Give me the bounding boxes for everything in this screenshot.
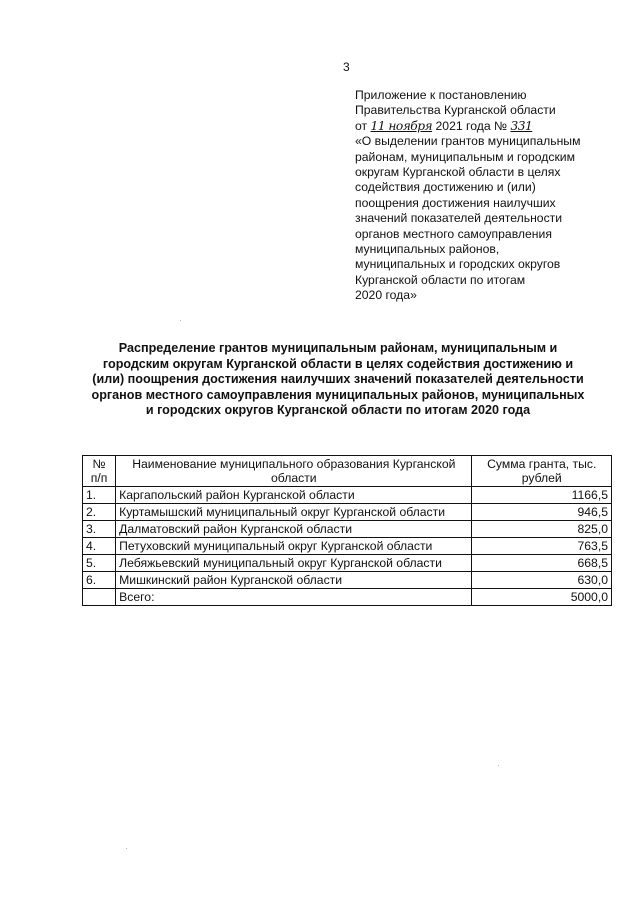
- row-sum: 825,0: [472, 521, 612, 538]
- appendix-title-line: органов местного самоуправления: [355, 226, 552, 241]
- header-num: № п/п: [83, 456, 116, 487]
- header-name: Наименование муниципального образования Курганской области: [116, 456, 472, 487]
- appendix-title-line: муниципальных и городских округов: [355, 257, 561, 272]
- appendix-line: Приложение к постановлению: [355, 88, 527, 102]
- date-prefix: от: [355, 118, 368, 133]
- grants-table: [82, 455, 612, 606]
- appendix-date-line: [355, 119, 605, 134]
- table-header-row: [83, 456, 612, 487]
- appendix-title-line: «О выделении грантов муниципальным: [355, 134, 581, 149]
- appendix-header: [355, 88, 605, 304]
- appendix-title-line: районам, муниципальным и городским: [355, 149, 575, 164]
- row-num: 3.: [83, 521, 116, 538]
- title-line: городским округам Курганской области в целях содействия достижению и: [102, 356, 574, 371]
- row-name: Лебяжьевский муниципальный округ Курганской области: [116, 555, 472, 572]
- appendix-title-line: поощрения достижения наилучших: [355, 195, 556, 210]
- row-sum: 630,0: [472, 572, 612, 589]
- row-sum: 1166,5: [472, 487, 612, 504]
- total-sum: 5000,0: [472, 589, 612, 606]
- row-num: 1.: [83, 487, 116, 504]
- title-line: Распределение грантов муниципальным районам, муниципальным и: [118, 341, 558, 355]
- table-row: [83, 487, 612, 504]
- row-name: Куртамышский муниципальный округ Курганской области: [116, 504, 472, 521]
- title-line: и городских округов Курганской области по итогам 2020 года: [145, 403, 531, 418]
- title-line: органов местного самоуправления муниципальных районов, муниципальных: [91, 387, 585, 402]
- header-sum: Сумма гранта, тыс. рублей: [472, 456, 612, 487]
- title-line: (или) поощрения достижения наилучших значений показателей деятельности: [92, 372, 584, 387]
- row-num: 5.: [83, 555, 116, 572]
- row-num: 4.: [83, 538, 116, 555]
- row-sum: 946,5: [472, 504, 612, 521]
- table-total-row: [83, 589, 612, 606]
- appendix-title-line: округам Курганской области в целях: [355, 165, 561, 180]
- scan-speck: [180, 320, 181, 321]
- table-row: [83, 555, 612, 572]
- appendix-line: Правительства Курганской области: [355, 103, 556, 118]
- page-number: 3: [343, 60, 350, 74]
- row-sum: 668,5: [472, 555, 612, 572]
- date-year: 2021 года №: [435, 118, 508, 133]
- row-name: Далматовский район Курганской области: [116, 521, 472, 538]
- table-row: [83, 572, 612, 589]
- row-num: 2.: [83, 504, 116, 521]
- handwritten-date: 11 ноября: [370, 118, 433, 133]
- scan-speck: [498, 765, 499, 766]
- document-title: [78, 341, 598, 419]
- appendix-title-line: содействия достижению и (или): [355, 180, 536, 195]
- total-label: Всего:: [116, 589, 472, 606]
- row-name: Петуховский муниципальный округ Курганской области: [116, 538, 472, 555]
- table-row: [83, 538, 612, 555]
- appendix-title-line: Курганской области по итогам: [355, 272, 526, 287]
- row-sum: 763,5: [472, 538, 612, 555]
- appendix-title-line: 2020 года»: [355, 288, 417, 303]
- row-name: Мишкинский район Курганской области: [116, 572, 472, 589]
- row-num: 6.: [83, 572, 116, 589]
- table-row: [83, 521, 612, 538]
- scan-speck: [126, 848, 127, 849]
- table-row: [83, 504, 612, 521]
- appendix-title-line: муниципальных районов,: [355, 242, 500, 257]
- total-num: [83, 589, 116, 606]
- handwritten-number: 331: [510, 118, 533, 133]
- appendix-title-line: значений показателей деятельности: [355, 211, 563, 226]
- row-name: Каргапольский район Курганской области: [116, 487, 472, 504]
